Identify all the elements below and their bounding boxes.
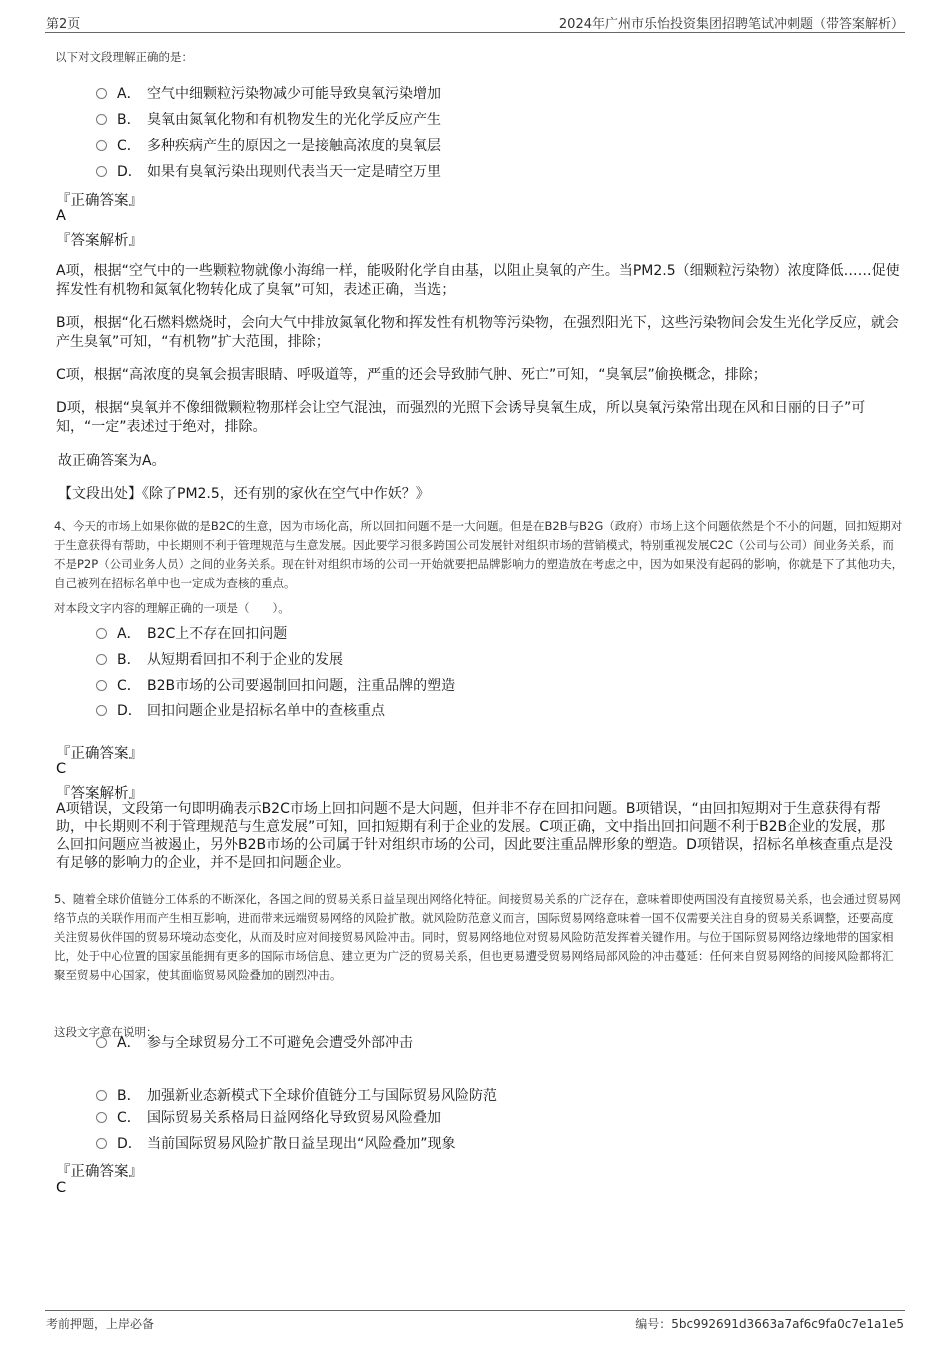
q5-answer-label: 『正确答案』 bbox=[56, 1164, 143, 1180]
q3-analysis-a: A项，根据“空气中的一些颗粒物就像小海绵一样，能吸附化学自由基，以阻止臭氧的产生。当PM2.5（细颗粒污染物）浓度降低……促使挥发性有机物和氮氧化物转化成了臭氧”可知，表述正确，当选； bbox=[56, 263, 900, 298]
footer-code-label: 编号： bbox=[635, 1317, 672, 1331]
q5-option-c[interactable]: C． 国际贸易关系格局日益网络化导致贸易风险叠加 bbox=[96, 1107, 441, 1127]
q4-analysis: A项错误，文段第一句即明确表示B2C市场上回扣问题不是大问题，但并非不存在回扣问题。B项错误，“由回扣短期对于生意获得有帮助，中长期则不利于管理规范与生意发展”可知，回扣短期有利于企业的发展。C项正确，文中指出回扣问题不利于B2B企业的发展，那么回扣问题应当被遏止，另外B2B市场的公司属于针对组织市场的公司，因此要注重品牌形象的塑造。D项错误，招标名单核查重点是没有足够的影响力的企业，并不是回扣问题企业。 bbox=[56, 801, 893, 871]
q4-option-d[interactable]: D． 回扣问题企业是招标名单中的查核重点 bbox=[96, 700, 385, 720]
q4-prompt: 对本段文字内容的理解正确的一项是（ ）。 bbox=[54, 601, 290, 615]
radio-icon[interactable] bbox=[96, 114, 107, 125]
footer-divider bbox=[45, 1310, 905, 1311]
page-number: 第2页 bbox=[46, 17, 81, 32]
q3-prompt: 以下对文段理解正确的是： bbox=[55, 50, 193, 64]
radio-icon[interactable] bbox=[96, 140, 107, 151]
q3-answer: A bbox=[56, 208, 66, 224]
document-title: 2024年广州市乐怡投资集团招聘笔试冲刺题（带答案解析） bbox=[558, 17, 904, 32]
q3-option-a[interactable]: A． 空气中细颗粒污染物减少可能导致臭氧污染增加 bbox=[96, 83, 441, 103]
q3-option-d[interactable]: D． 如果有臭氧污染出现则代表当天一定是晴空万里 bbox=[96, 161, 441, 181]
radio-icon[interactable] bbox=[96, 1090, 107, 1101]
footer-code bbox=[635, 1315, 904, 1332]
q5-option-a[interactable]: A． 参与全球贸易分工不可避免会遭受外部冲击 bbox=[96, 1032, 413, 1052]
header-divider bbox=[45, 32, 905, 33]
q3-analysis-c: C项，根据“高浓度的臭氧会损害眼睛、呼吸道等，严重的还会导致肺气肿、死亡”可知，“臭氧层”偷换概念，排除； bbox=[56, 367, 767, 383]
q4-option-b[interactable]: B． 从短期看回扣不利于企业的发展 bbox=[96, 649, 343, 669]
radio-icon[interactable] bbox=[96, 166, 107, 177]
q4-option-c[interactable]: C． B2B市场的公司要遏制回扣问题，注重品牌的塑造 bbox=[96, 675, 455, 695]
q4-answer: C bbox=[56, 761, 67, 777]
radio-icon[interactable] bbox=[96, 654, 107, 665]
radio-icon[interactable] bbox=[96, 680, 107, 691]
q3-analysis-d: D项，根据“臭氧并不像细微颗粒物那样会让空气混浊，而强烈的光照下会诱导臭氧生成，所以臭氧污染常出现在风和日丽的日子”可知，“一定”表述过于绝对，排除。 bbox=[56, 400, 866, 435]
q3-source: 【文段出处】《除了PM2.5，还有别的家伙在空气中作妖？》 bbox=[58, 486, 430, 502]
q3-option-b[interactable]: B． 臭氧由氮氧化物和有机物发生的光化学反应产生 bbox=[96, 109, 441, 129]
radio-icon[interactable] bbox=[96, 628, 107, 639]
radio-icon[interactable] bbox=[96, 1112, 107, 1123]
footer-code-value: 5bc992691d3663a7af6c9fa0c7e1a1e5 bbox=[671, 1317, 904, 1331]
q5-answer: C bbox=[56, 1180, 67, 1196]
q3-option-c[interactable]: C． 多种疾病产生的原因之一是接触高浓度的臭氧层 bbox=[96, 135, 441, 155]
q5-passage: 5、随着全球价值链分工体系的不断深化，各国之间的贸易关系日益呈现出网络化特征。间接贸易关系的广泛存在，意味着即使两国没有直接贸易关系，也会通过贸易网络节点的关联作用而产生相互影响，进而带来远端贸易网络的风险扩散。就风险防范意义而言，国际贸易网络意味着一国不仅需要关注自身的贸易关系调整，还要高度关注贸易伙伴国的贸易环境动态变化，从而及时应对间接贸易风险冲击。同时，贸易网络地位对贸易风险防范发挥着关键作用。与位于国际贸易网络边缘地带的国家相比，处于中心位置的国家虽能拥有更多的国际市场信息、建立更为广泛的贸易关系，但也更易遭受贸易网络局部风险的冲击蔓延：任何来自贸易网络的间接风险都将汇聚至贸易中心国家，使其面临贸易风险叠加的剧烈冲击。 bbox=[54, 892, 901, 982]
q5-option-d[interactable]: D． 当前国际贸易风险扩散日益呈现出“风险叠加”现象 bbox=[96, 1133, 456, 1153]
q5-option-b[interactable]: B． 加强新业态新模式下全球价值链分工与国际贸易风险防范 bbox=[96, 1085, 497, 1105]
radio-icon[interactable] bbox=[96, 1138, 107, 1149]
radio-icon[interactable] bbox=[96, 88, 107, 99]
q4-passage: 4、今天的市场上如果你做的是B2C的生意，因为市场化高，所以回扣问题不是一大问题。但是在B2B与B2G（政府）市场上这个问题依然是个不小的问题，回扣短期对于生意获得有帮助，中长期则不利于管理规范与生意发展。因此要学习很多跨国公司发展针对组织市场的营销模式，特别重视发展C2C（公司与公司）间业务关系，而不是P2P（公司业务人员）之间的业务关系。现在针对组织市场的公司一开始就要把品牌影响力的塑造放在考虑之中，因为如果没有起码的影响，你就是下了其他功夫，自己被列在招标名单中也一定成为查核的重点。 bbox=[54, 519, 904, 590]
radio-icon[interactable] bbox=[96, 1037, 107, 1048]
q3-answer-label: 『正确答案』 bbox=[56, 193, 143, 209]
q5-prompt: 这段文字意在说明： bbox=[54, 1025, 158, 1039]
q3-conclusion: 故正确答案为A。 bbox=[58, 453, 166, 469]
footer-slogan: 考前押题，上岸必备 bbox=[46, 1317, 155, 1331]
q3-analysis-b: B项，根据“化石燃料燃烧时，会向大气中排放氮氧化物和挥发性有机物等污染物，在强烈阳光下，这些污染物间会发生光化学反应，就会产生臭氧”可知，“有机物”扩大范围，排除； bbox=[56, 315, 899, 350]
q4-answer-label: 『正确答案』 bbox=[56, 746, 143, 762]
q4-option-a[interactable]: A． B2C上不存在回扣问题 bbox=[96, 623, 287, 643]
q4-analysis-label: 『答案解析』 bbox=[56, 786, 143, 802]
q3-analysis-label: 『答案解析』 bbox=[56, 233, 143, 249]
radio-icon[interactable] bbox=[96, 705, 107, 716]
